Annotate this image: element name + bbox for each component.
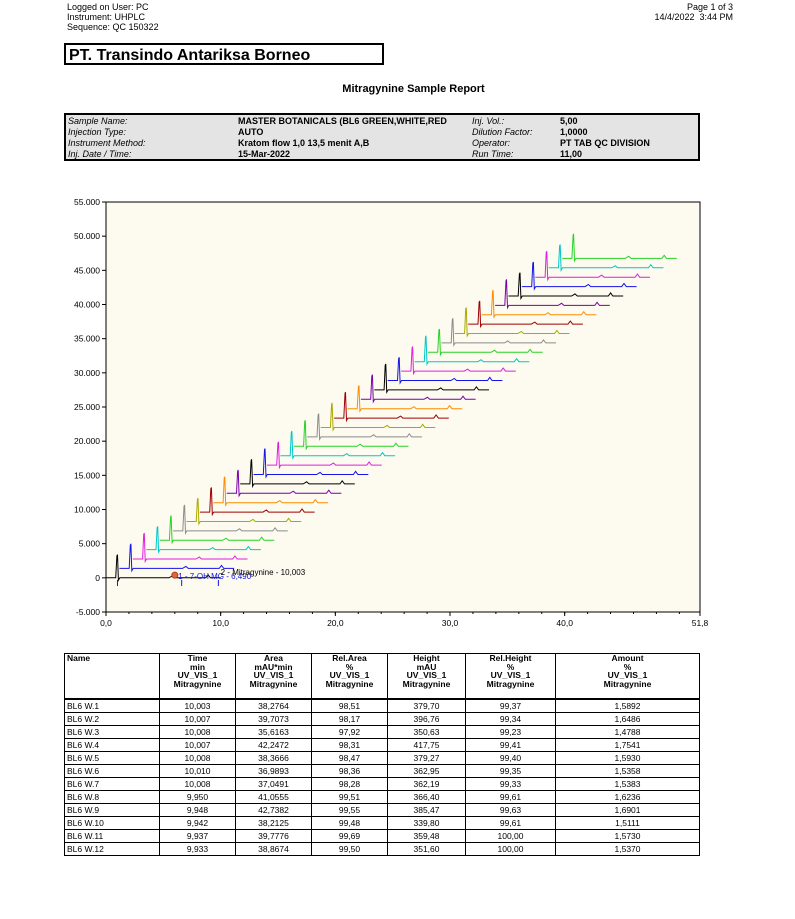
sample-name-cell: BL6 W.3 [65,726,160,739]
column-header-line: Amount [611,653,644,663]
value-cell: 1,5383 [556,778,700,791]
x-tick-label: 30,0 [441,618,459,628]
value-cell: 39,7776 [236,830,312,843]
y-tick-label: 50.000 [74,231,100,242]
value-cell: 99,50 [312,843,388,856]
sample-name-cell: BL6 W.12 [65,843,160,856]
info-row-1 [66,116,698,127]
column-header-line: UV_VIS_1 [177,670,218,680]
value-cell: 350,63 [388,726,466,739]
column-header-line: Time [187,653,208,663]
value-cell: 396,76 [388,713,466,726]
column-header [236,654,312,700]
sample-name-cell: BL6 W.11 [65,830,160,843]
value-cell: 9,950 [160,791,236,804]
value-cell: 39,7073 [236,713,312,726]
y-tick-label: 40.000 [74,299,100,310]
inj-vol-value: 5,00 [560,116,578,126]
value-cell: 1,6236 [556,791,700,804]
sample-name-cell: BL6 W.4 [65,739,160,752]
value-cell: 10,010 [160,765,236,778]
sample-name-cell: BL6 W.6 [65,765,160,778]
y-tick-label: 10.000 [74,504,100,515]
value-cell: 41,0555 [236,791,312,804]
table-row [65,843,700,856]
value-cell: 98,51 [312,699,388,713]
injection-type-value: AUTO [238,127,264,137]
value-cell: 1,5111 [556,817,700,830]
column-header-line: UV_VIS_1 [253,670,294,680]
plot-area [106,202,700,612]
table-row [65,739,700,752]
column-header-line: % [345,661,354,672]
value-cell: 385,47 [388,804,466,817]
table-row [65,778,700,791]
y-tick-label: 25.000 [74,402,100,412]
chromatogram-chart [60,190,710,640]
peak-annotation-mitragynine: 2 - Mitragynine - 10,003 [220,567,306,577]
y-tick-label: -5.000 [75,607,100,617]
value-cell: 359,48 [388,830,466,843]
column-header [388,654,466,700]
value-cell: 99,55 [312,804,388,817]
value-cell: 1,5930 [556,752,700,765]
table-row [65,726,700,739]
value-cell: 351,60 [388,843,466,856]
peak-annotation-7-oh-mg: 1 - 7-OH MG - 6,490 [178,572,252,582]
value-cell: 98,36 [312,765,388,778]
operator-value: PT TAB QC DIVISION [560,138,650,148]
y-tick-label: 0 [95,572,100,583]
value-cell: 9,933 [160,843,236,856]
value-cell: 379,27 [388,752,466,765]
sample-name-label: Sample Name: [68,116,128,126]
table-row [65,699,700,713]
value-cell: 10,008 [160,726,236,739]
x-tick-label: 10,0 [212,618,229,628]
info-row-3 [66,138,698,149]
column-header-line [67,671,157,680]
value-cell: 1,4788 [556,726,700,739]
value-cell: 38,2125 [236,817,312,830]
y-tick-label: 15.000 [74,470,100,481]
value-cell: 99,63 [466,804,556,817]
value-cell: 1,7541 [556,739,700,752]
column-header-line: Area [264,653,283,663]
table-row [65,804,700,817]
results-table [64,653,700,856]
column-header-line: Mitragynine [249,678,298,689]
value-cell: 10,008 [160,778,236,791]
value-cell: 99,35 [466,765,556,778]
x-tick-label: 0,0 [100,618,112,628]
value-cell: 99,48 [312,817,388,830]
inj-date-label: Inj. Date / Time: [68,149,132,159]
column-header-line: Mitragynine [486,678,535,689]
value-cell: 10,008 [160,752,236,765]
column-header [65,654,160,700]
value-cell: 9,948 [160,804,236,817]
value-cell: 38,8674 [236,843,312,856]
logged-on-user: Logged on User: PC [67,2,149,12]
value-cell: 38,2764 [236,699,312,713]
value-cell: 42,7382 [236,804,312,817]
value-cell: 99,40 [466,752,556,765]
column-header-line: Mitragynine [603,678,652,689]
inj-vol-label: Inj. Vol.: [472,116,505,126]
sample-name-cell: BL6 W.7 [65,778,160,791]
value-cell: 99,37 [466,699,556,713]
table-row [65,791,700,804]
value-cell: 99,33 [466,778,556,791]
value-cell: 98,28 [312,778,388,791]
sample-name-cell: BL6 W.8 [65,791,160,804]
value-cell: 366,40 [388,791,466,804]
value-cell: 9,937 [160,830,236,843]
value-cell: 98,31 [312,739,388,752]
column-header-line: min [189,661,206,672]
sample-name-cell: BL6 W.5 [65,752,160,765]
info-row-2 [66,127,698,138]
sample-name-value: MASTER BOTANICALS (BL6 GREEN,WHITE,RED [238,116,447,126]
table-row [65,817,700,830]
report-title: Mitragynine Sample Report [342,83,485,95]
column-header-line: Rel.Height [489,653,532,663]
column-header-line: UV_VIS_1 [607,670,648,680]
table-row [65,713,700,726]
value-cell: 10,007 [160,739,236,752]
y-tick-label: 5.000 [78,538,100,549]
column-header-line: Name [67,653,91,663]
x-tick-label: 20,0 [327,618,344,628]
value-cell: 10,003 [160,699,236,713]
y-tick-label: 35.000 [74,333,100,344]
value-cell: 362,19 [388,778,466,791]
table-row [65,830,700,843]
page-number: Page 1 of 3 [686,2,733,12]
run-time-value: 11,00 [560,149,583,159]
sequence-name: Sequence: QC 150322 [67,22,159,32]
value-cell: 99,61 [466,817,556,830]
column-header-line: % [506,661,515,672]
header-left [67,2,159,32]
column-header [160,654,236,700]
value-cell: 10,007 [160,713,236,726]
value-cell: 98,17 [312,713,388,726]
column-header-line: Mitragynine [402,678,451,689]
value-cell: 36,9893 [236,765,312,778]
column-header [312,654,388,700]
value-cell: 38,3666 [236,752,312,765]
x-tick-label: 40,0 [556,618,573,628]
column-header-line: mAU*min [254,661,293,672]
column-header-line [67,680,157,689]
sample-info-box [64,113,700,161]
peak-marker-7-oh-mg [172,572,178,578]
table-header-row [65,654,700,700]
column-header [466,654,556,700]
value-cell: 339,80 [388,817,466,830]
run-time-label: Run Time: [472,149,514,159]
column-header-line [67,663,157,672]
y-tick-label: 20.000 [74,436,100,447]
company-name: PT. Transindo Antariksa Borneo [64,43,384,65]
info-row-4 [66,149,698,160]
value-cell: 98,47 [312,752,388,765]
column-header-line: UV_VIS_1 [329,670,370,680]
value-cell: 99,69 [312,830,388,843]
value-cell: 417,75 [388,739,466,752]
value-cell: 1,5730 [556,830,700,843]
value-cell: 100,00 [466,830,556,843]
column-header-line: UV_VIS_1 [490,670,531,680]
value-cell: 1,6901 [556,804,700,817]
column-header-line: Mitragynine [173,678,222,689]
value-cell: 42,2472 [236,739,312,752]
value-cell: 1,5892 [556,699,700,713]
instrument-method-label: Instrument Method: [68,138,146,148]
column-header-line: mAU [416,661,437,672]
y-tick-label: 55.000 [74,197,100,207]
value-cell: 9,942 [160,817,236,830]
value-cell: 379,70 [388,699,466,713]
y-tick-label: 30.000 [74,367,100,378]
value-cell: 99,34 [466,713,556,726]
column-header-line: Rel.Area [332,653,367,663]
value-cell: 99,41 [466,739,556,752]
table-row [65,765,700,778]
table-body [65,699,700,856]
sample-name-cell: BL6 W.10 [65,817,160,830]
injection-type-label: Injection Type: [68,127,126,137]
column-header [556,654,700,700]
dilution-label: Dilution Factor: [472,127,533,137]
value-cell: 1,6486 [556,713,700,726]
column-header-line: % [623,661,632,672]
value-cell: 100,00 [466,843,556,856]
table-row [65,752,700,765]
instrument-name: Instrument: UHPLC [67,12,146,22]
value-cell: 99,51 [312,791,388,804]
value-cell: 35,6163 [236,726,312,739]
value-cell: 1,5358 [556,765,700,778]
dilution-value: 1,0000 [560,127,588,137]
column-header-line: UV_VIS_1 [406,670,447,680]
value-cell: 99,61 [466,791,556,804]
inj-date-value: 15-Mar-2022 [238,149,291,159]
y-tick-label: 45.000 [74,265,100,276]
header-right [654,2,733,22]
operator-label: Operator: [472,138,511,148]
value-cell: 99,23 [466,726,556,739]
sample-name-cell: BL6 W.9 [65,804,160,817]
print-datetime: 14/4/2022 3:44 PM [654,12,733,22]
column-header-line: Mitragynine [325,678,374,689]
instrument-method-value: Kratom flow 1,0 13,5 menit A,B [238,138,370,148]
sample-name-cell: BL6 W.1 [65,699,160,713]
column-header-line: Height [413,653,440,663]
sample-name-cell: BL6 W.2 [65,713,160,726]
value-cell: 97,92 [312,726,388,739]
x-tick-label: 51,8 [691,618,709,628]
value-cell: 362,95 [388,765,466,778]
value-cell: 1,5370 [556,843,700,856]
value-cell: 37,0491 [236,778,312,791]
